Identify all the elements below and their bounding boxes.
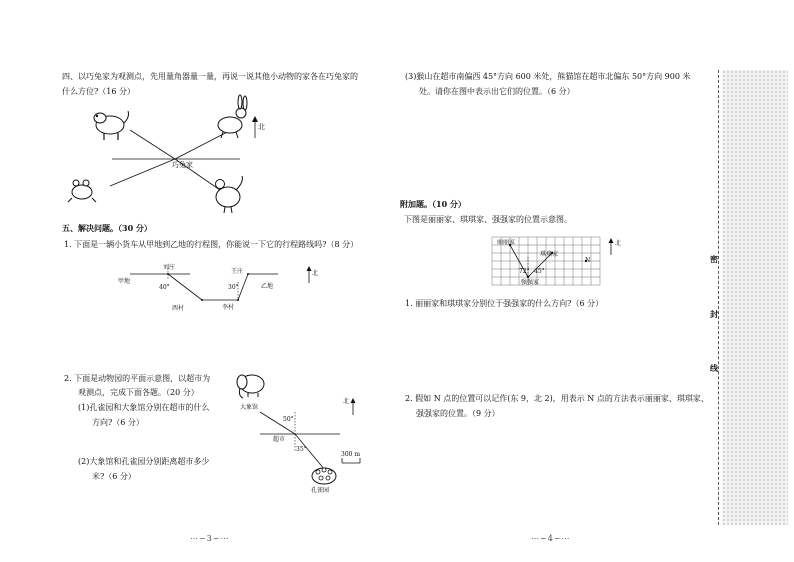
elephant-picture	[237, 375, 264, 398]
right-page-number: 4	[547, 534, 554, 543]
hen-picture	[216, 176, 243, 213]
problem1-prompt: 1. 下面是一辆小货车从甲地到乙地的行程图，你能说一下它的行程路线吗?（8 分）	[64, 240, 359, 249]
grid-qiqi-label: 琪琪家	[540, 251, 559, 258]
route-angle2: 30°	[228, 284, 239, 291]
problem2-line1: 2. 下面是动物园的平面示意图，以超市为	[64, 374, 211, 383]
route-xicun-label: 西村	[172, 305, 185, 312]
peacock-picture	[312, 468, 336, 484]
dog-picture	[94, 111, 129, 140]
grid-angle1: 72°	[519, 268, 530, 275]
route-start-label: 甲地	[118, 278, 131, 285]
grid-lili-label: 丽丽家	[497, 239, 516, 246]
binding-char-mi: 密	[710, 254, 718, 264]
problem2-q2-line1: (2)大象馆和孔雀园分别距离超市多少	[78, 457, 210, 466]
route-wangzhuang-label: 王庄	[231, 268, 244, 275]
binding-dashed-line	[718, 70, 719, 525]
rabbit-picture	[218, 95, 247, 138]
extra-intro: 下图是丽丽家、琪琪家、强强家的位置示意图。	[404, 215, 572, 224]
grid-n-point: N	[585, 257, 591, 264]
right-page-number-frame: ⋯∽4∽⋯	[531, 534, 571, 543]
zoo-elephant-label: 大象馆	[240, 404, 259, 411]
north-arrow-icon	[607, 238, 615, 256]
q3-line2: 处。请你在图中表示出它们的位置。（6 分）	[419, 87, 575, 96]
q4-prompt-line2: 什么方位?（16 分）	[62, 87, 136, 96]
q4-direction-diagram	[60, 100, 270, 220]
grid-qiang-label: 强强家	[521, 279, 540, 286]
grid-north-label: 北	[615, 240, 622, 247]
zoo-diagram	[230, 372, 350, 502]
north-arrow-icon	[349, 398, 357, 416]
left-page-number-frame: ⋯∽3∽⋯	[190, 534, 230, 543]
grid-angle2: 45°	[534, 268, 545, 275]
binding-char-feng: 封	[710, 309, 718, 319]
extra-title: 附加题。（10 分）	[400, 199, 466, 209]
zoo-angle2: 35°	[296, 446, 307, 453]
zoo-market-label: 超市	[273, 436, 286, 443]
route-north-label: 北	[312, 270, 319, 277]
route-licun-label: 李村	[222, 304, 235, 311]
q4-center-label: 巧兔家	[172, 161, 193, 169]
extra-q2-line2: 强强家的位置。（9 分）	[416, 409, 500, 418]
binding-margin-pattern	[722, 70, 788, 525]
problem2-line2: 观测点，完成下面各题。（20 分）	[78, 388, 199, 397]
zoo-scale-label: 300 m	[341, 451, 361, 458]
route-angle1: 40°	[159, 284, 170, 291]
route-end-label: 乙地	[261, 283, 274, 290]
binding-char-xian: 线	[710, 363, 718, 373]
zoo-peacock-label: 孔雀园	[311, 487, 330, 494]
extra-q1: 1. 丽丽家和琪琪家分别位于强强家的什么方向?（6 分）	[405, 299, 604, 308]
section5-title: 五、解决问题。（30 分）	[62, 223, 152, 233]
problem2-q1-line2: 方向?（6 分）	[92, 418, 144, 427]
q4-prompt-line1: 四、以巧兔家为观测点，先用量角器量一量，再说一说其他小动物的家各在巧兔家的	[62, 72, 358, 81]
q3-line1: (3)猴山在超市南偏西 45°方向 600 米处，熊猫馆在超市北偏东 50°方向 900 米	[405, 72, 691, 81]
left-page-number: 3	[206, 534, 213, 543]
zoo-north-label: 北	[343, 398, 350, 405]
problem2-q2-line2: 米?（6 分）	[92, 472, 136, 481]
extra-q2-line1: 2. 假如 N 点的位置可以记作(东 9，北 2)，用表示 N 点的方法表示丽丽家、琪琪家、	[405, 394, 709, 403]
problem2-q1-line1: (1)孔雀园和大象馆分别在超市的什么	[78, 403, 210, 412]
zoo-angle1: 50°	[283, 416, 294, 423]
route-liuzhuang-label: 刘庄	[163, 264, 176, 271]
q4-north-label: 北	[258, 123, 265, 131]
frog-picture	[68, 180, 96, 202]
